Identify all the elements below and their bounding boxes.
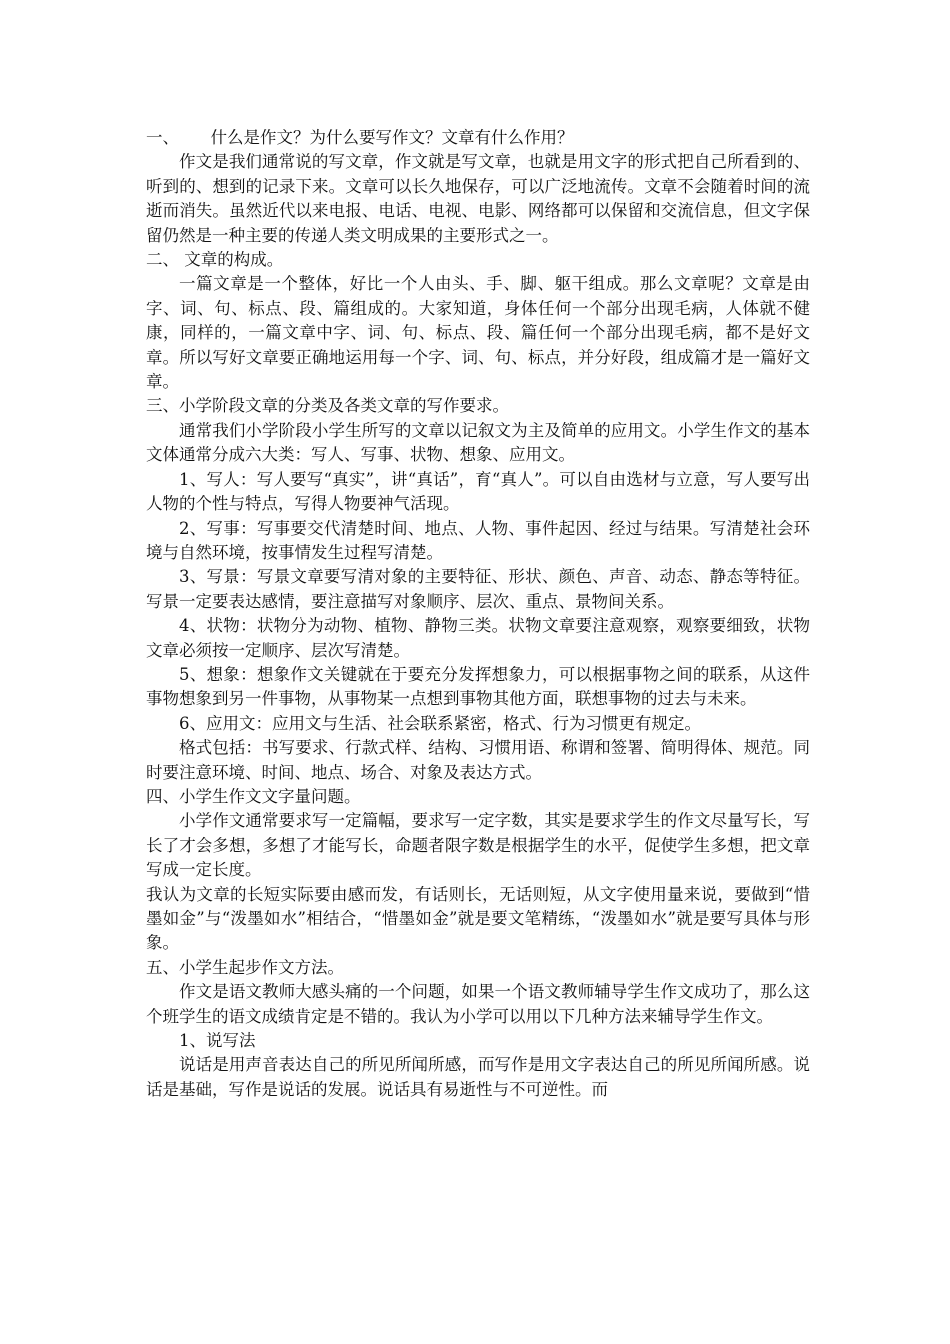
section-heading: 二、 文章的构成。 [146, 250, 284, 270]
paragraph: 2、写事：写事要交代清楚时间、地点、人物、事件起因、经过与结果。写清楚社会环境与自然环境，按事情发生过程写清楚。 [146, 518, 810, 562]
paragraph: 6、应用文：应用文与生活、社会联系紧密，格式、行为习惯更有规定。 [179, 713, 701, 733]
paragraph: 1、写人：写人要写“真实”，讲“真话”，育“真人”。可以自由选材与立意，写人要写出人物的个性与特点，写得人物要神气活现。 [146, 469, 810, 514]
paragraph: 我认为文章的长短实际要由感而发，有话则长，无话则短，从文字使用量来说，要做到“惜墨如金”与“泼墨如水”相结合，“惜墨如金”就是要文笔精练，“泼墨如水”就是要写具体与形象。 [146, 884, 810, 953]
paragraph: 通常我们小学阶段小学生所写的文章以记叙文为主及简单的应用文。小学生作文的基本文体通常分成六大类：写人、写事、状物、想象、应用文。 [146, 420, 810, 465]
paragraph: 一篇文章是一个整体，好比一个人由头、手、脚、躯干组成。那么文章呢？文章是由字、词、句、标点、段、篇组成的。大家知道，身体任何一个部分出现毛病，人体就不健康，同样的，一篇文章中字、词、句、标点、段、篇任何一个部分出现毛病，都不是好文章。所以写好文章要正确地运用每一个字、词、句、标点，并分好段，组成篇才是一篇好文章。 [146, 274, 810, 392]
section-heading: 五、小学生起步作文方法。 [146, 957, 344, 977]
paragraph: 4、状物：状物分为动物、植物、静物三类。状物文章要注意观察，观察要细致，状物文章必须按一定顺序、层次写清楚。 [146, 616, 810, 660]
paragraph: 说话是用声音表达自己的所见所闻所感，而写作是用文字表达自己的所见所闻所感。说话是基础，写作是说话的发展。说话具有易逝性与不可逆性。而 [146, 1055, 810, 1099]
document-page [146, 126, 810, 1102]
paragraph: 5、想象：想象作文关键就在于要充分发挥想象力，可以根据事物之间的联系，从这件事物想象到另一件事物，从事物某一点想到事物其他方面，联想事物的过去与未来。 [146, 664, 810, 709]
paragraph: 格式包括：书写要求、行款式样、结构、习惯用语、称谓和签署、简明得体、规范。同时要注意环境、时间、地点、场合、对象及表达方式。 [146, 738, 810, 782]
paragraph: 小学作文通常要求写一定篇幅，要求写一定字数，其实是要求学生的作文尽量写长，写长了才会多想，多想了才能写长，命题者限字数是根据学生的水平，促使学生多想，把文章写成一定长度。 [146, 811, 810, 880]
paragraph: 作文是我们通常说的写文章，作文就是写文章，也就是用文字的形式把自己所看到的、听到的、想到的记录下来。文章可以长久地保存，可以广泛地流传。文章不会随着时间的流逝而消失。虽然近代以来电报、电话、电视、电影、网络都可以保留和交流信息，但文字保留仍然是一种主要的传递人类文明成果的主要形式之一。 [146, 152, 810, 245]
section-heading: 一、 什么是作文？为什么要写作文？文章有什么作用？ [146, 128, 574, 147]
paragraph: 作文是语文教师大感头痛的一个问题，如果一个语文教师辅导学生作文成功了，那么这个班学生的语文成绩肯定是不错的。我认为小学可以用以下几种方法来辅导学生作文。 [146, 982, 810, 1026]
paragraph: 3、写景：写景文章要写清对象的主要特征、形状、颜色、声音、动态、静态等特征。写景一定要表达感情，要注意描写对象顺序、层次、重点、景物间关系。 [146, 567, 810, 611]
section-heading: 三、小学阶段文章的分类及各类文章的写作要求。 [146, 396, 509, 416]
section-heading: 四、小学生作文文字量问题。 [146, 786, 361, 806]
subheading: 1、说写法 [179, 1031, 256, 1051]
